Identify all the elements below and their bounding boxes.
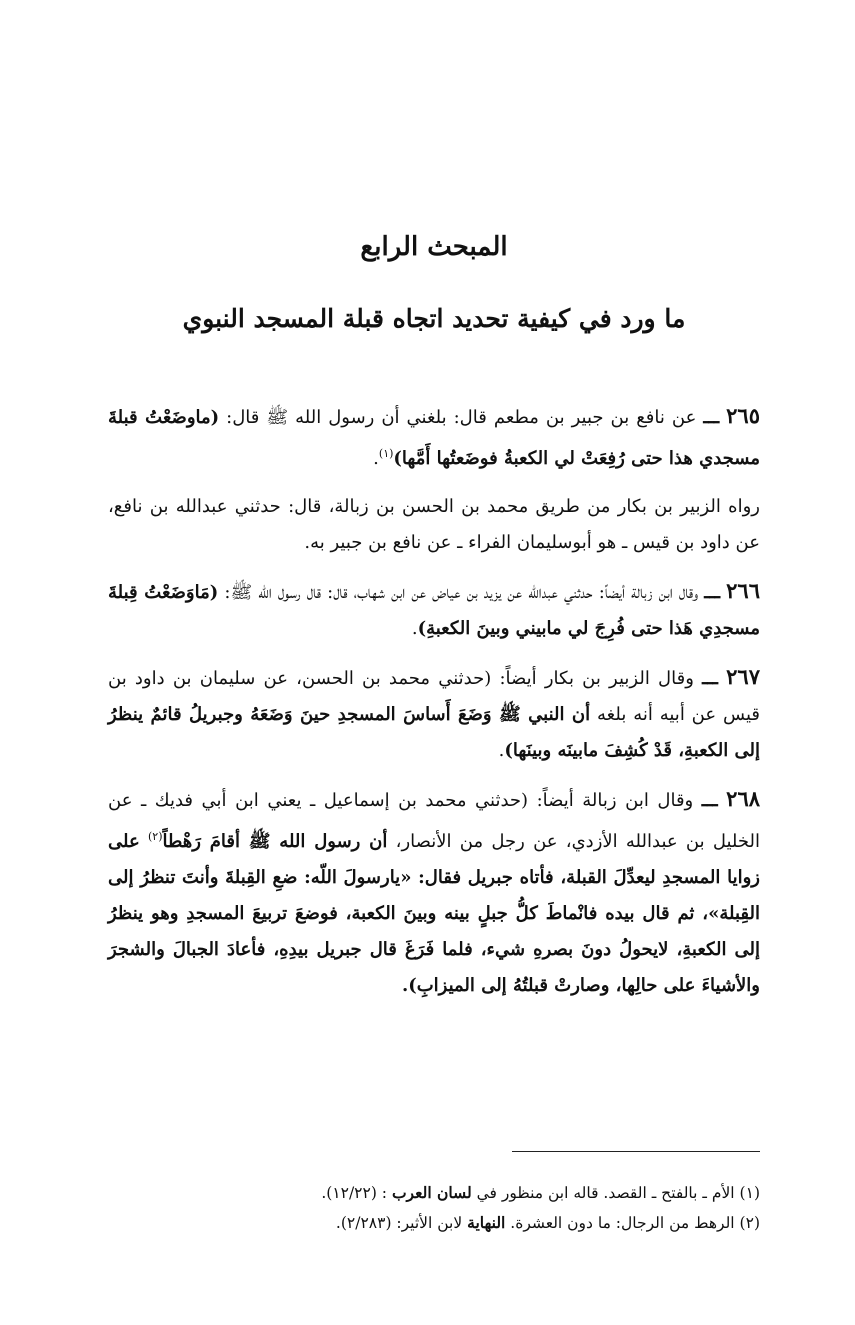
paragraph-266 — [108, 573, 760, 647]
document-page — [108, 0, 760, 1325]
paragraph-number: ٢٦٧ — [726, 664, 760, 689]
footnote-ref-text: لابن الأثير: (٢/٢٨٣). — [335, 1214, 463, 1232]
footnote-2 — [108, 1208, 760, 1238]
number-dash: ـــ — [704, 582, 721, 603]
hadith-quote: أن النبي ﷺ وَضَعَ أَساسَ المسجدِ حينَ وَضَعَهُ وجبريلُ قائمٌ ينظرُ إلى الكعبةِ، قَدْ كُشِفَ مابينَه وبينَها) — [108, 704, 760, 761]
paragraph-number: ٢٦٨ — [726, 786, 761, 811]
footnote-divider — [512, 1151, 760, 1152]
footnote-1 — [108, 1178, 760, 1208]
paragraph-intro: عن نافع بن جبير بن مطعم قال: بلغني أن رسول الله ﷺ قال: — [226, 407, 697, 428]
number-dash: ـــ — [701, 790, 718, 811]
paragraph-end: . — [411, 618, 418, 639]
paragraph-number: ٢٦٥ — [726, 403, 760, 428]
footnote-source: لسان العرب — [391, 1183, 472, 1202]
paragraph-number: ٢٦٦ — [726, 578, 760, 603]
footnotes — [108, 1178, 760, 1238]
footnote-text: الرهط من الرجال: ما دون العشرة. — [510, 1214, 735, 1232]
paragraph-narration — [108, 489, 760, 561]
paragraph-intro: رواه الزبير بن بكار من طريق محمد بن الحسن بن زبالة، قال: حدثني عبدالله بن نافع، عن داود بن قيس ـ هو أبوسليمان الفراء ـ عن نافع بن جبير به. — [108, 496, 761, 553]
paragraph-end: . — [373, 448, 379, 469]
paragraph-end: . — [498, 740, 505, 761]
hadith-quote: (ماوضَعْتُ قبلةَ مسجدي هذا حتى رُفِعَتْ لي الكعبةُ فوضَعتُها أَمَّها) — [108, 407, 760, 469]
footnote-ref[interactable]: (١) — [378, 447, 394, 460]
footnote-ref[interactable]: (٢) — [147, 830, 163, 843]
paragraph-intro: وقال ابن زبالة أيضاً: (حدثني محمد بن إسماعيل ـ يعني ابن أبي فديك ـ عن الخليل بن عبدالله الأزدي، عن رجل من الأنصار، — [108, 790, 760, 852]
footnote-source: النهاية — [467, 1213, 506, 1232]
paragraph-265 — [108, 398, 760, 477]
hadith-quote-continued: على زوايا المسجدِ ليعدِّلَ القبلة، فأتاه جبريل فقال: «يارسولَ اللّه: ضعِ القِبلةَ وأنتَ تنظرُ إلى القِبلة»، ثم قال بيده فانْماطَ كلُّ جبلٍ بينه وبينَ الكعبة، فوضعَ تربيعَ المسجدِ وهو ينظرُ إلى الكعبةِ، لايحولُ دونَ بصرهِ شيء، فلما فَرَغَ قال جبريل بيدِهِ، فأعادَ الجبالَ والشجرَ والأشياءَ على حالِها، وصارتْ قبلتُهُ إلى الميزابِ). — [108, 831, 760, 996]
paragraph-267 — [108, 659, 760, 769]
paragraph-intro: وقال الزبير بن بكار أيضاً: (حدثني محمد بن الحسن، عن سليمان بن داود بن قيس عن أبيه أنه بلغه — [108, 668, 760, 725]
paragraph-intro: وقال ابن زبالة أيضاً: حدثني عبدالله عن يزيد بن عياض عن ابن شهاب، قال: قال رسول الله ﷺ: — [224, 582, 699, 603]
number-dash: ـــ — [702, 668, 718, 689]
footnote-label: (١) — [739, 1184, 760, 1202]
hadith-quote: (مَاوَضَعْتُ قِبلةَ مسجدِي هَذا حتى فُرِجَ لي مابيني وبينَ الكعبةِ) — [108, 582, 760, 639]
number-dash: ـــ — [703, 407, 720, 428]
section-title: المبحث الرابع — [360, 232, 508, 262]
footnote-text: الأم ـ بالفتح ـ القصد. قاله ابن منظور في — [476, 1184, 735, 1202]
section-subtitle: ما ورد في كيفية تحديد اتجاه قبلة المسجد النبوي — [182, 304, 686, 333]
body-text — [108, 398, 760, 1016]
footnote-ref-text: : (١٢/٢٢). — [321, 1184, 388, 1202]
paragraph-268 — [108, 781, 760, 1004]
footnote-label: (٢) — [739, 1214, 760, 1232]
hadith-quote: أن رسول الله ﷺ أقامَ رَهْطاً — [162, 831, 388, 852]
